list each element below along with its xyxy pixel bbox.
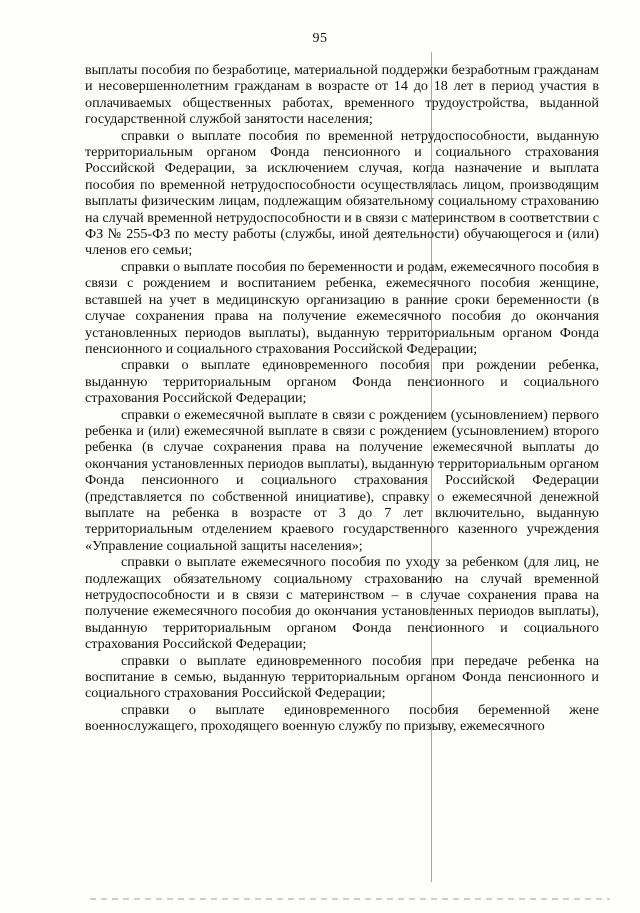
paragraph-conscript-wife: справки о выплате единовременного пособия беременной жене военнослужащего, проходящего военную службу по призыву, ежемесячного — [85, 701, 599, 735]
paragraph-childcare: справки о выплате ежемесячного пособия по уходу за ребенком (для лиц, не подлежащих обязательному социальному страхованию на случай временной нетрудоспособности и в связи с материнством – в случае сохранения права на получение ежемесячного пособия до окончания установленных периодов выплаты), выданную территориальным органом Фонда пенсионного и социального страхования Российской Федерации; — [85, 554, 599, 653]
paragraph-unemployment: выплаты пособия по безработице, материальной поддержки безработным гражданам и несовершеннолетним гражданам в возрасте от 14 до 18 лет в период участия в оплачиваемых общественных работах, временного трудоустройства, выданной государственной службой занятости населения; — [85, 62, 599, 128]
scan-bottom-artifact — [90, 898, 610, 900]
paragraph-maternity: справки о выплате пособия по беременности и родам, ежемесячного пособия в связи с рождением и воспитанием ребенка, ежемесячного пособия женщине, вставшей на учет в медицинскую организацию в ранние сроки беременности (в случае сохранения права на получение ежемесячного пособия до окончания установленных периодов выплаты), выданную территориальным органом Фонда пенсионного и социального страхования Российской Федерации; — [85, 258, 599, 357]
document-body — [85, 62, 599, 735]
paragraph-monthly-payment: справки о ежемесячной выплате в связи с рождением (усыновлением) первого ребенка и (или) ежемесячной выплате в связи с рождением (усыновлением) второго ребенка (в случае сохранения права на получение ежемесячной выплаты до окончания установленных периодов выплаты), выданную территориальным органом Фонда пенсионного и социального страхования Российской Федерации (представляется по собственной инициативе), справку о ежемесячной денежной выплате на ребенка в возрасте от 3 до 7 лет включительно, выданную территориальным отделением краевого государственного казенного учреждения «Управление социальной защиты населения»; — [85, 406, 599, 554]
page-number: 95 — [312, 31, 328, 46]
paragraph-foster-placement: справки о выплате единовременного пособия при передаче ребенка на воспитание в семью, выданную территориальным органом Фонда пенсионного и социального страхования Российской Федерации; — [85, 652, 599, 702]
paragraph-temporary-disability: справки о выплате пособия по временной нетрудоспособности, выданную территориальным органом Фонда пенсионного и социального страхования Российской Федерации, за исключением случая, когда назначение и выплата пособия по временной нетрудоспособности осуществлялась лицом, производящим выплаты физическим лицам, подлежащим обязательному социальному страхованию на случай временной нетрудоспособности и в связи с материнством в соответствии с ФЗ № 255-ФЗ по месту работы (службы, иной деятельности) обучающегося и (или) членов его семьи; — [85, 127, 599, 259]
paragraph-birth-allowance: справки о выплате единовременного пособия при рождении ребенка, выданную территориальным органом Фонда пенсионного и социального страхования Российской Федерации; — [85, 357, 599, 407]
